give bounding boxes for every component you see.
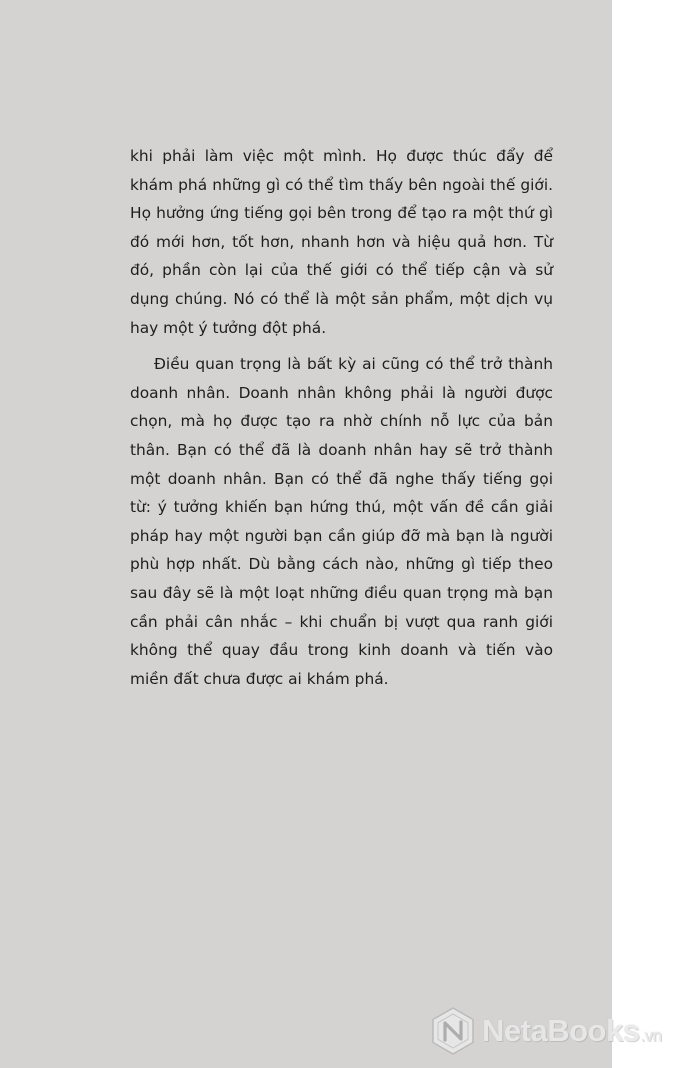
hexagon-n-logo-icon xyxy=(430,1006,476,1056)
watermark-suffix: .vn xyxy=(640,1026,662,1045)
paragraph-2: Điều quan trọng là bất kỳ ai cũng có thể trở thành doanh nhân. Doanh nhân không phải là người được chọn, mà họ được tạo ra nhờ chính nỗ lực của bản thân. Bạn có thể đã là doanh nhân hay sẽ trở thành một doanh nhân. Bạn có thể đã nghe thấy tiếng gọi từ: ý tưởng khiến bạn hứng thú, một vấn đề cần giải pháp hay một người bạn cần giúp đỡ mà bạn là người phù hợp nhất. Dù bằng cách nào, những gì tiếp theo sau đây sẽ là một loạt những điều quan trọng mà bạn cần phải cân nhắc – khi chuẩn bị vượt qua ranh giới không thể quay đầu trong kinh doanh và tiến vào miền đất chưa được ai khám phá. xyxy=(130,355,553,688)
body-text xyxy=(130,142,553,693)
netabooks-watermark xyxy=(430,1006,698,1056)
paragraph-1: khi phải làm việc một mình. Họ được thúc đẩy để khám phá những gì có thể tìm thấy bên ngoài thế giới. Họ hưởng ứng tiếng gọi bên trong để tạo ra một thứ gì đó mới hơn, tốt hơn, nhanh hơn và hiệu quả hơn. Từ đó, phần còn lại của thế giới có thể tiếp cận và sử dụng chúng. Nó có thể là một sản phẩm, một dịch vụ hay một ý tưởng đột phá. xyxy=(130,147,553,337)
watermark-brand: NetaBooks xyxy=(482,1013,640,1048)
watermark-text xyxy=(482,1013,662,1049)
